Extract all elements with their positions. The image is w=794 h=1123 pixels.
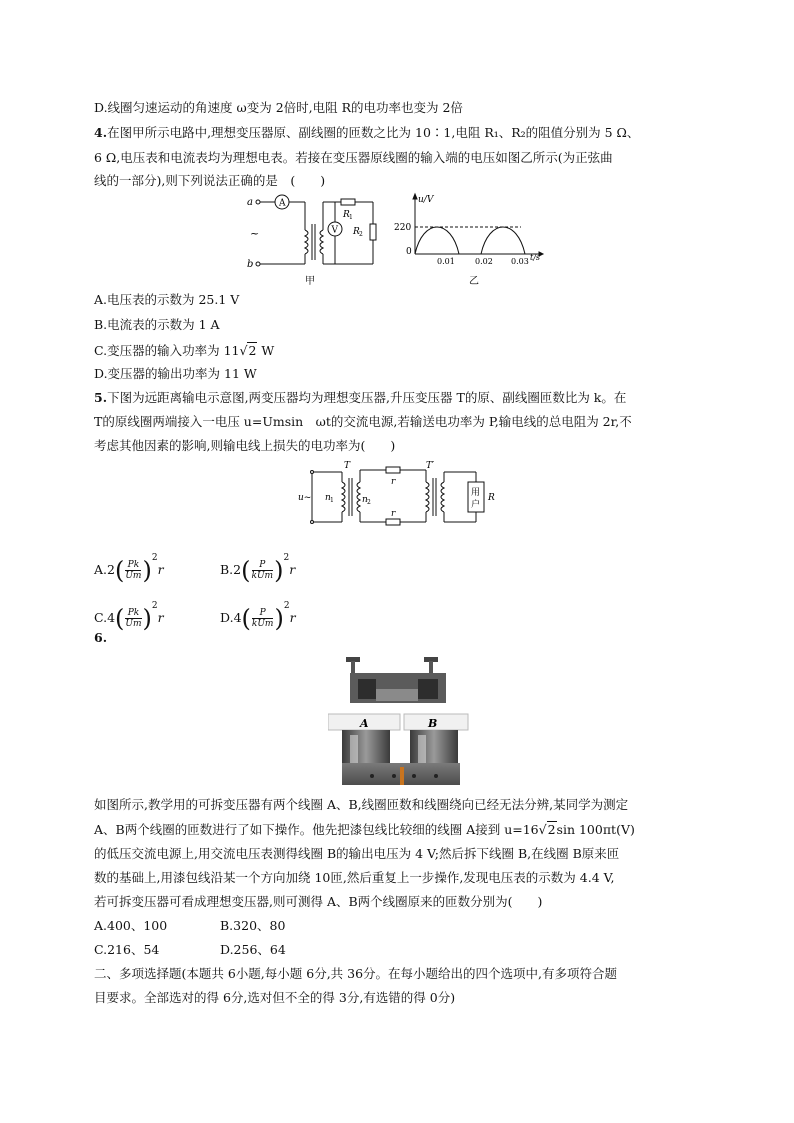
- q5-stem-line3: 考虑其他因素的影响,则输电线上损失的电功率为( ): [94, 438, 396, 453]
- fraction: $\frac{Pk}{Um}$: [125, 560, 142, 581]
- q4-option-c: C.变压器的输入功率为 11√2 W: [94, 341, 704, 361]
- fig-yi-label: 乙: [469, 276, 479, 287]
- fraction: $\frac{P}{\text{kUm}}$: [251, 608, 274, 629]
- ammeter-label: A: [279, 198, 286, 209]
- label-user-1: 用: [471, 488, 481, 498]
- q4-option-a: A.电压表的示数为 25.1 V: [94, 292, 240, 307]
- q4-text-1: 在图甲所示电路中,理想变压器原、副线圈的匝数之比为 10∶1,电阻 R₁、R₂的阻值分别为 5 Ω、: [107, 125, 640, 140]
- source-symbol: ~: [250, 227, 260, 240]
- fraction: $\frac{Pk}{Um}$: [125, 608, 142, 629]
- x-tick-0: 0.01: [437, 257, 455, 266]
- step-down-primary-coil-icon: [426, 482, 429, 512]
- q4-option-d: D.变压器的输出功率为 11 W: [94, 366, 257, 381]
- resistor-r2-icon: [370, 224, 376, 240]
- q5-option-b: B.2( $\frac{P}{\text{kUm}}$ )$^2$r: [220, 553, 296, 585]
- x-axis-label: t/s: [530, 253, 541, 262]
- x-tick-1: 0.02: [475, 257, 493, 266]
- svg-text:1: 1: [330, 497, 334, 504]
- label-r-top: r: [391, 477, 396, 487]
- q4-stem-line2: 6 Ω,电压表和电流表均为理想电表。若接在变压器原线圈的输入端的电压如图乙所示(为正弦曲: [94, 150, 613, 165]
- wave-hump-1: [415, 227, 459, 254]
- y-axis-label: u/V: [418, 195, 434, 205]
- secondary-coil-icon: [320, 230, 323, 254]
- q6-stem-line3: 的低压交流电源上,用交流电压表测得线圈 B的输出电压为 4 V;然后拆下线圈 B,在线圈 B原来匝: [94, 846, 620, 861]
- q6-option-d: D.256、64: [220, 942, 286, 957]
- q5-stem-line1: 5.下图为远距离输电示意图,两变压器均为理想变压器,升压变压器 T的原、副线圈匝数比为 k。在: [94, 390, 627, 405]
- label-user-2: 户: [471, 500, 481, 510]
- sqrt-symbol: √2: [538, 822, 556, 837]
- q6-stem-line4: 数的基础上,用漆包线沿某一个方向加绕 10匝,然后重复上一步操作,发现电压表的示数为 4.4 V,: [94, 870, 615, 885]
- label-a: a: [247, 197, 253, 208]
- svg-text:2: 2: [367, 499, 371, 506]
- q6-stem-line1: 如图所示,教学用的可拆变压器有两个线圈 A、B,线圈匝数和线圈绕向已经无法分辨,某同学为测定: [94, 797, 629, 812]
- label-n1: n: [325, 493, 331, 503]
- primary-coil-icon: [305, 230, 308, 254]
- q5-stem-line2: T的原线圈两端接入一电压 u=Umsin ωt的交流电源,若输送电功率为 P,输电线的总电阻为 2r,不: [94, 414, 632, 429]
- q5-option-d: D.4( $\frac{P}{\text{kUm}}$ )$^2$r: [220, 601, 296, 633]
- q4-stem-line3: 线的一部分),则下列说法正确的是 ( ): [94, 173, 326, 188]
- voltmeter-label: V: [331, 225, 338, 236]
- q3-option-d: D.线圈匀速运动的角速度 ω变为 2倍时,电阻 R的电功率也变为 2倍: [94, 100, 463, 115]
- terminal-a: [256, 200, 260, 204]
- label-T: T: [344, 461, 351, 471]
- label-n2: n: [362, 495, 368, 505]
- step-up-primary-coil-icon: [342, 482, 345, 512]
- fig-jia-label: 甲: [305, 276, 315, 287]
- line-resistor-bottom-icon: [386, 519, 400, 525]
- terminal-b: [256, 262, 260, 266]
- label-b: b: [247, 259, 254, 270]
- q6-transformer-photo: [328, 655, 470, 787]
- q6-stem-line5: 若可拆变压器可看成理想变压器,则可测得 A、B两个线圈原来的匝数分别为( ): [94, 894, 543, 909]
- q4-option-b: B.电流表的示数为 1 A: [94, 317, 220, 332]
- r1-label: R: [343, 210, 350, 220]
- origin-label: 0: [406, 247, 412, 257]
- coil-b-label: B: [428, 717, 438, 730]
- step-down-secondary-coil-icon: [441, 482, 444, 512]
- q6-option-c: C.216、54: [94, 942, 160, 957]
- q6-number: 6.: [94, 630, 108, 645]
- coil-a-label: A: [360, 717, 369, 730]
- x-tick-2: 0.03: [511, 257, 529, 266]
- r2-sub: 2: [359, 231, 363, 238]
- line-resistor-top-icon: [386, 467, 400, 473]
- label-R: R: [488, 493, 495, 503]
- q4-circuit-figure: [245, 190, 380, 290]
- q4-number: 4.: [94, 125, 108, 140]
- q6-stem-line2: A、B两个线圈的匝数进行了如下操作。他先把漆包线比较细的线圈 A接到 u=16√2sin 100πt(V): [94, 820, 704, 840]
- label-r-bottom: r: [391, 509, 396, 519]
- y-tick-220: 220: [394, 223, 412, 233]
- fraction: $\frac{P}{\text{kUm}}$: [251, 560, 274, 581]
- resistor-r1-icon: [341, 199, 355, 205]
- step-up-secondary-coil-icon: [357, 482, 360, 512]
- section2-heading-line1: 二、多项选择题(本题共 6小题,每小题 6分,共 36分。在每小题给出的四个选项中,有多项符合题: [94, 966, 618, 981]
- label-T-prime: T′: [426, 461, 435, 471]
- r2-label: R: [353, 227, 360, 237]
- q4-stem-line1: [94, 123, 704, 143]
- coil-b-icon: [410, 730, 458, 766]
- q5-transmission-figure: [298, 458, 508, 530]
- r1-sub: 1: [349, 214, 353, 221]
- q6-option-b: B.320、80: [220, 918, 286, 933]
- label-u: u~: [298, 493, 312, 503]
- section2-heading-line2: 目要求。全部选对的得 6分,选对但不全的得 3分,有选错的得 0分): [94, 990, 456, 1005]
- coil-a-icon: [342, 730, 390, 766]
- q5-option-a: A.2( $\frac{Pk}{Um}$ )$^2$r: [94, 553, 164, 585]
- q4-waveform-figure: [393, 190, 553, 290]
- q5-option-c: C.4( $\frac{Pk}{Um}$ )$^2$r: [94, 601, 164, 633]
- wave-hump-2: [481, 227, 525, 254]
- sqrt-symbol: √2: [239, 343, 257, 358]
- q6-option-a: A.400、100: [94, 918, 168, 933]
